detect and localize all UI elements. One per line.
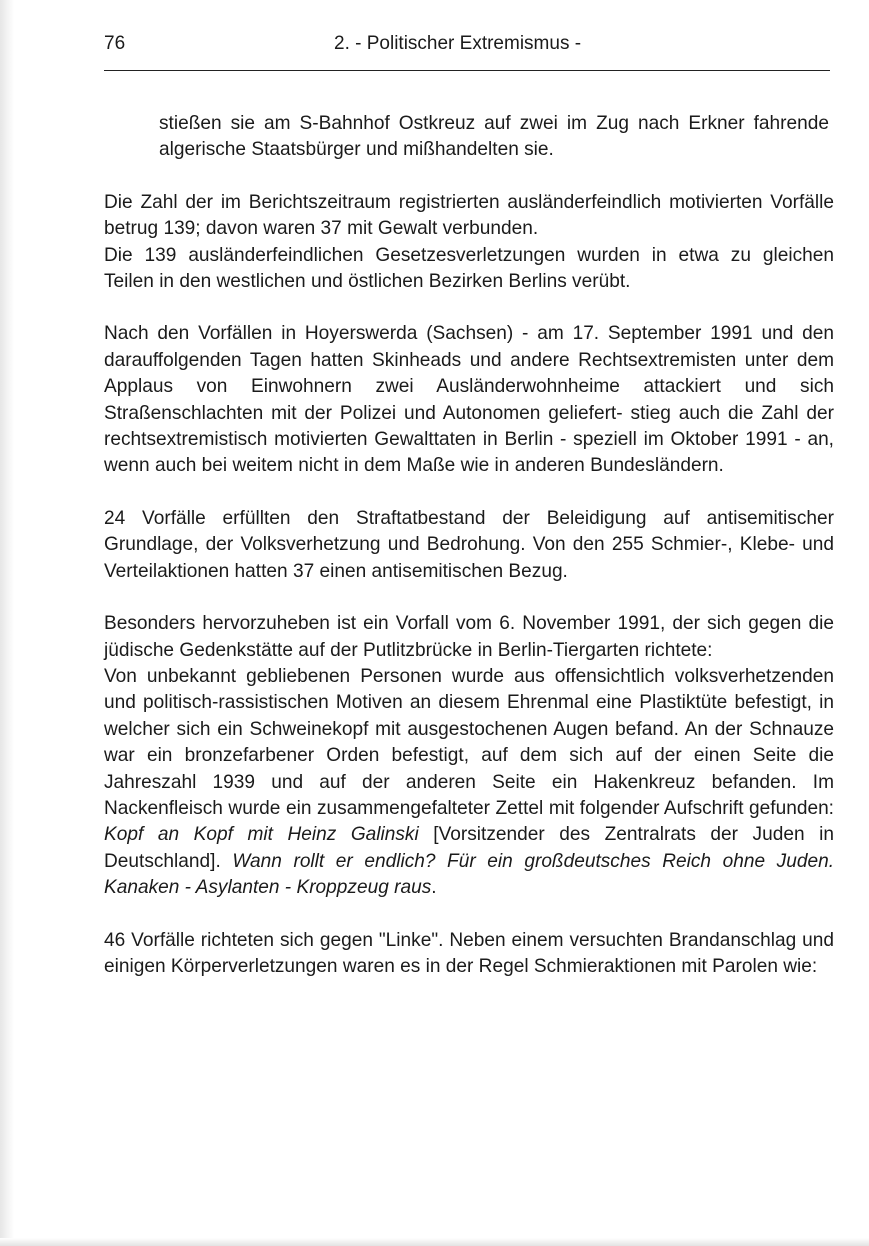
- incident-quote-b: Wann rollt er endlich? Für ein großdeutsches Reich ohne Juden. Kanaken - Asylanten - Kroppzeug raus: [104, 850, 834, 899]
- page-header: [104, 33, 830, 59]
- paragraph-districts: Die 139 ausländerfeindlichen Gesetzesverletzungen wurden in etwa zu gleichen Teilen in den westlichen und östlichen Bezirken Berlins verübt.: [104, 244, 834, 293]
- incident-text-b: [Vorsitzender des Zentralrats der Juden in Deutschland].: [104, 824, 834, 872]
- paragraph-incident-description: [104, 664, 834, 902]
- header-rule: [104, 70, 830, 71]
- incident-text-c: .: [431, 877, 437, 899]
- page-number: 76: [104, 33, 126, 54]
- paragraph-incident-count: Die Zahl der im Berichtszeitraum registrierten ausländerfeindlich motivierten Vorfälle betrug 139; davon waren 37 mit Gewalt verbunden.: [104, 191, 834, 240]
- paragraph-hoyerswerda: Nach den Vorfällen in Hoyerswerda (Sachsen) - am 17. September 1991 und den darauffolgenden Tagen hatten Skinheads und andere Rechtsextremisten unter dem Applaus von Einwohnern zwei Ausländerwohnheime attackiert und sich Straßenschlachten mit der Polizei und Autonomen geliefert- stieg auch die Zahl der rechtsextremistisch motivierten Gewalttaten in Berlin - speziell im Oktober 1991 - an, wenn auch bei weitem nicht in dem Maße wie in anderen Bundesländern.: [104, 323, 834, 477]
- page-bottom-shadow: [0, 1238, 869, 1246]
- incident-text-a: Von unbekannt gebliebenen Personen wurde aus offensichtlich volksverhetzenden und politisch-rassistischen Motiven an diesem Ehrenmal eine Plastiktüte befestigt, in welcher sich ein Schweinekopf mit ausgestochenen Augen befand. An der Schnauze war ein bronzefarbener Orden befestigt, auf dem sich auf der einen Seite die Jahreszahl 1939 und auf der anderen Seite ein Hakenkreuz befanden. Im Nackenfleisch wurde ein zusammengefalteter Zettel mit folgender Aufschrift gefunden:: [104, 665, 834, 819]
- paragraph-antisemitic: 24 Vorfälle erfüllten den Straftatbestand der Beleidigung auf antisemitischer Grundlage, der Volksverhetzung und Bedrohung. Von den 255 Schmier-, Klebe- und Verteilaktionen hatten 37 einen antisemitischen Bezug.: [104, 507, 834, 582]
- paragraph-linke: 46 Vorfälle richteten sich gegen "Linke". Neben einem versuchten Brandanschlag und einigen Körperverletzungen waren es in der Regel Schmieraktionen mit Parolen wie:: [104, 929, 834, 977]
- body-text: [104, 111, 834, 980]
- incident-quote-a: Kopf an Kopf mit Heinz Galinski: [104, 824, 419, 846]
- paragraph-continuation: stießen sie am S-Bahnhof Ostkreuz auf zwei im Zug nach Erkner fahrende algerische Staatsbürger und mißhandelten sie.: [159, 113, 829, 161]
- running-title: 2. - Politischer Extremismus -: [334, 33, 582, 54]
- paragraph-putlitzbruecke: Besonders hervorzuheben ist ein Vorfall vom 6. November 1991, der sich gegen die jüdische Gedenkstätte auf der Putlitzbrücke in Berlin-Tiergarten richtete:: [104, 613, 834, 661]
- page-edge-shadow: [0, 0, 14, 1246]
